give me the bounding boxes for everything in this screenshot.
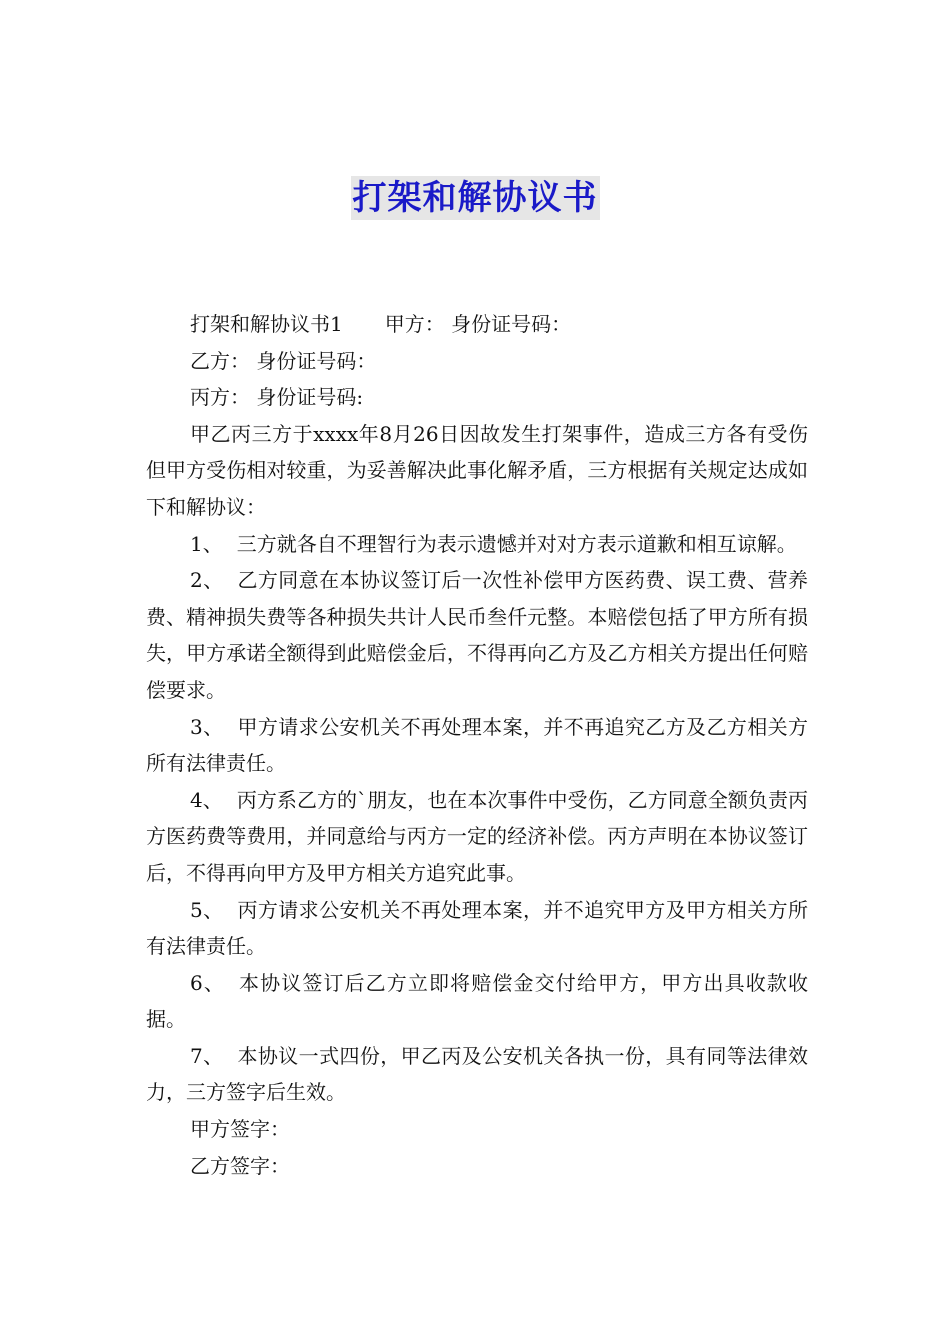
clause-number: 1、	[190, 531, 223, 556]
clause-number: 3、	[190, 714, 224, 739]
paragraph-party-a	[146, 306, 808, 343]
clause-number: 5、	[190, 897, 224, 922]
clause-1	[146, 526, 808, 563]
clause-3	[146, 709, 808, 782]
paragraph-text: 甲乙丙三方于xxxx年8月26日因故发生打架事件，造成三方各有受伤但甲方受伤相对较重，为妥善解决此事化解矛盾，三方根据有关规定达成如下和解协议：	[146, 421, 808, 519]
clause-4	[146, 782, 808, 892]
document-title: 打架和解协议书	[352, 178, 598, 218]
clause-7	[146, 1038, 808, 1111]
paragraph-party-b	[146, 343, 808, 380]
clause-text: 甲方请求公安机关不再处理本案，并不再追究乙方及乙方相关方所有法律责任。	[146, 714, 809, 776]
paragraph-text: 乙方： 身份证号码：	[190, 348, 377, 373]
clause-text: 丙方请求公安机关不再处理本案，并不追究甲方及甲方相关方所有法律责任。	[146, 897, 809, 959]
signature-label: 甲方签字：	[190, 1117, 290, 1142]
clause-number: 4、	[190, 787, 223, 812]
document-body	[146, 306, 808, 1184]
clause-text: 丙方系乙方的`朋友，也在本次事件中受伤，乙方同意全额负责丙方医药费等费用，并同意给与丙方一定的经济补偿。丙方声明在本协议签订后，不得再向甲方及甲方相关方追究此事。	[146, 787, 808, 885]
signature-party-a	[146, 1111, 808, 1148]
clause-2	[146, 562, 808, 708]
signature-party-b	[146, 1148, 808, 1185]
paragraph-party-c	[146, 379, 808, 416]
clause-5	[146, 892, 808, 965]
paragraph-text: 丙方： 身份证号码:	[190, 385, 364, 410]
signature-label: 乙方签字：	[190, 1153, 290, 1178]
clause-number: 2、	[190, 568, 224, 593]
clause-number: 6、	[190, 970, 225, 995]
clause-text: 三方就各自不理智行为表示遗憾并对对方表示道歉和相互谅解。	[236, 531, 797, 556]
clause-text: 乙方同意在本协议签订后一次性补偿甲方医药费、误工费、营养费、精神损失费等各种损失共计人民币叁仟元整。本赔偿包括了甲方所有损失，甲方承诺全额得到此赔偿金后，不得再向乙方及乙方相关方提出任何赔偿要求。	[146, 568, 809, 702]
paragraph-preamble	[146, 416, 808, 526]
clause-text: 本协议签订后乙方立即将赔偿金交付给甲方，甲方出具收款收据。	[146, 970, 809, 1032]
clause-6	[146, 965, 808, 1038]
doc-subtitle: 打架和解协议书1	[190, 312, 343, 336]
paragraph-text: 甲方： 身份证号码：	[384, 312, 572, 336]
title-area	[0, 176, 950, 220]
clause-number: 7、	[190, 1043, 224, 1068]
clause-text: 本协议一式四份，甲乙丙及公安机关各执一份，具有同等法律效力，三方签字后生效。	[146, 1043, 809, 1105]
